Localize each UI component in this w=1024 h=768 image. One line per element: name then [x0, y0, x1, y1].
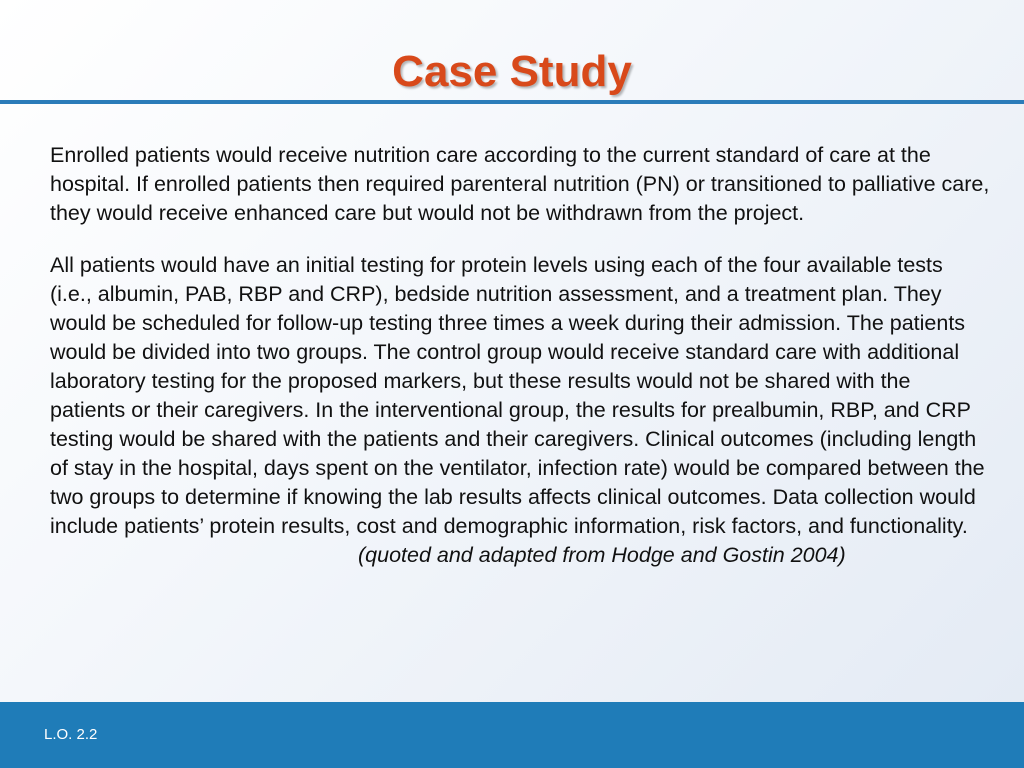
citation: (quoted and adapted from Hodge and Gostin 2004) — [358, 543, 846, 567]
paragraph-testing — [50, 251, 990, 570]
footer-learning-objective: L.O. 2.2 — [44, 726, 98, 743]
paragraph-enrollment: Enrolled patients would receive nutrition care according to the current standard of care at the hospital. If enrolled patients then required parenteral nutrition (PN) or transitioned to palliative care, they would receive enhanced care but would not be withdrawn from the project. — [50, 143, 990, 225]
footer-bar — [0, 702, 1024, 768]
slide-body — [50, 141, 990, 570]
paragraph-testing-text: All patients would have an initial testing for protein levels using each of the four available tests (i.e., albumin, PAB, RBP and CRP), bedside nutrition assessment, and a treatment plan. They would be scheduled for follow-up testing three times a week during their admission. The patients would be divided into two groups. The control group would receive standard care with additional laboratory testing for the proposed markers, but these results would not be shared with the patients or their caregivers. In the interventional group, the results for prealbumin, RBP, and CRP testing would be shared with the patients and their caregivers. Clinical outcomes (including length of stay in the hospital, days spent on the ventilator, infection rate) would be compared between the two groups to determine if knowing the lab results affects clinical outcomes. Data collection would include patients’ protein results, cost and demographic information, risk factors, and functionality. — [50, 253, 985, 538]
title-divider — [0, 100, 1024, 104]
slide-title: Case Study — [392, 47, 632, 96]
